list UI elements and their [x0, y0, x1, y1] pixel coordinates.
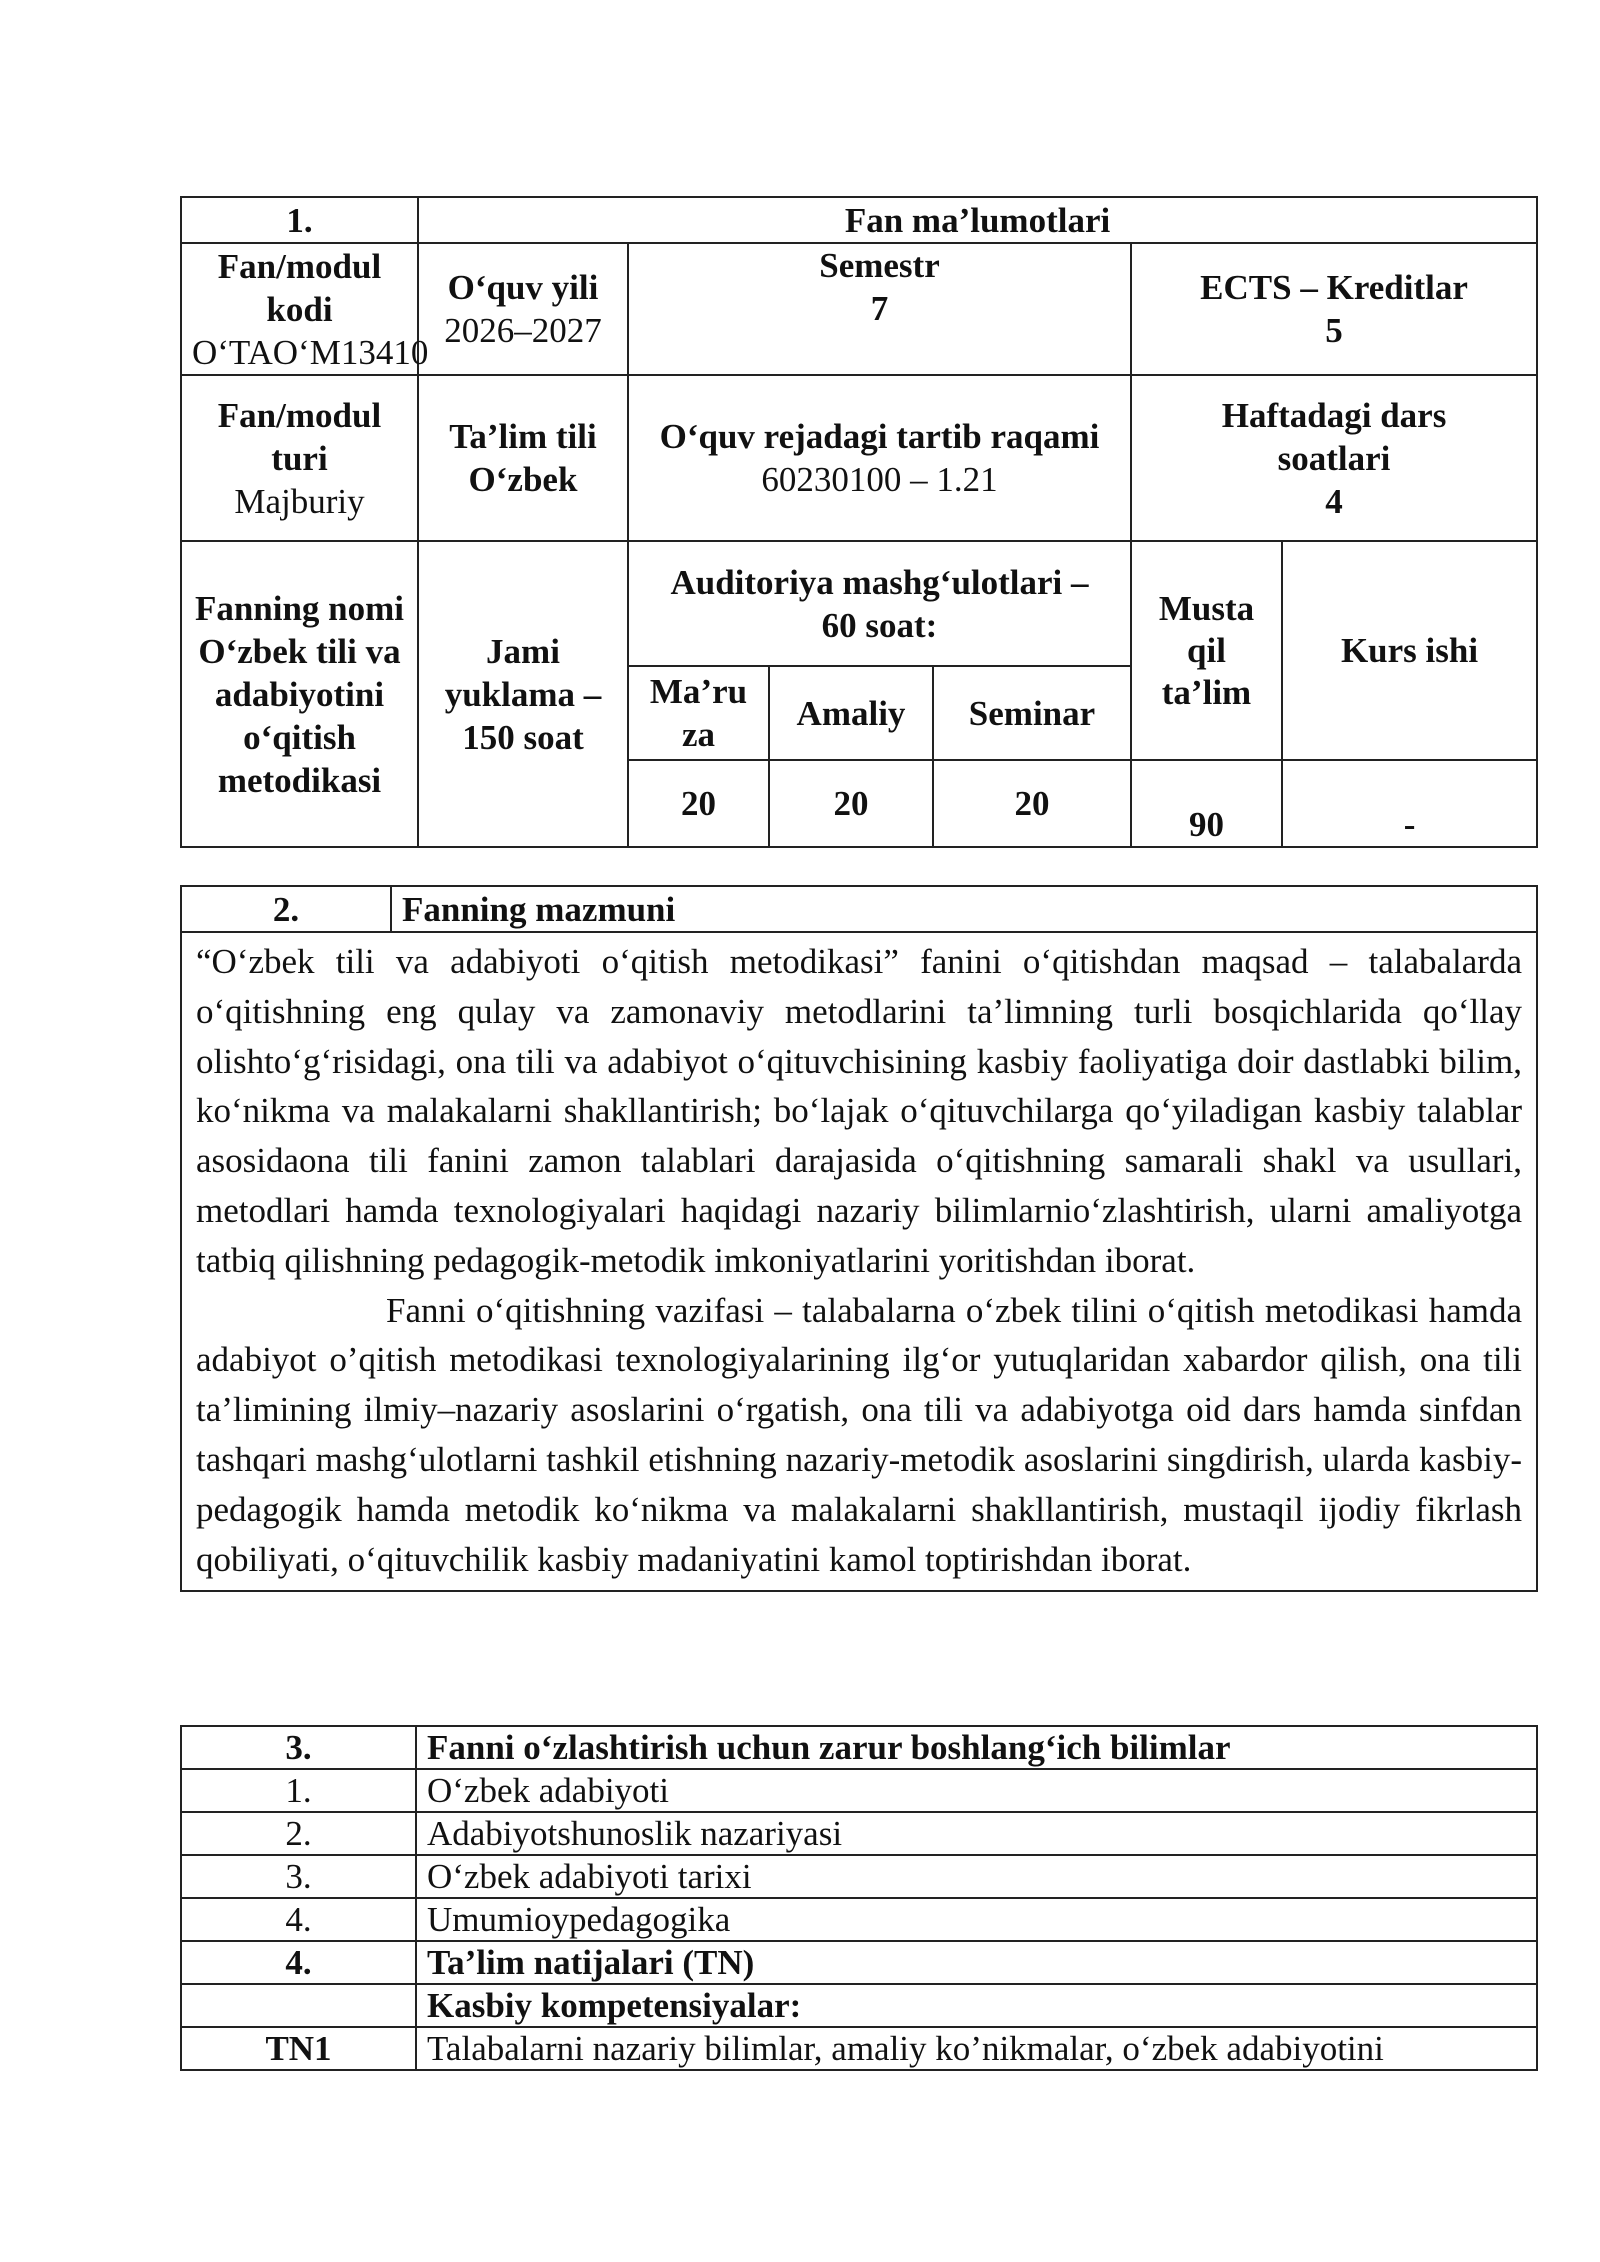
fanning-mazmuni-table	[180, 885, 1538, 1592]
table-row	[181, 1812, 1537, 1855]
empty-cell	[181, 1984, 416, 2027]
fan-kodi-cell: Fan/modul kodi O‘TAO‘M13410	[181, 243, 418, 375]
maruza-value: 20	[628, 760, 769, 847]
section4-title: Ta’lim natijalari (TN)	[416, 1941, 1537, 1984]
kurs-ishi-value: -	[1282, 760, 1537, 847]
maruza-header: Ma’ru za	[628, 666, 769, 760]
tn1-text: Talabalarni nazariy bilimlar, amaliy ko’nikmalar, o‘zbek adabiyotini	[416, 2027, 1537, 2070]
amaliy-value: 20	[769, 760, 933, 847]
table-row	[181, 1855, 1537, 1898]
table-row	[181, 1769, 1537, 1812]
auditoriya-cell: Auditoriya mashg‘ulotlari – 60 soat:	[628, 541, 1131, 666]
row-number: 3.	[181, 1855, 416, 1898]
semestr-cell: Semestr 7	[628, 243, 1131, 375]
content-paragraph-goal: “O‘zbek tili va adabiyoti o‘qitish metodikasi” fanini o‘qitishdan maqsad – talabalarda o‘qitishning eng qulay va zamonaviy metodlarini ta’limning turli bosqichlarida qo‘llay olishto‘g‘risidagi, ona tili va adabiyot o‘qituvchisining kasbiy faoliyatiga doir dastlabki bilim, ko‘nikma va malakalarni shakllantirish; bo‘lajak o‘qituvchilarga qo‘yiladigan kasbiy talablar asosidaona tili fanini zamon talablari darajasida o‘qitishning samarali shakl va usullari, metodlari hamda texnologiyalari haqidagi nazariy bilimlarnio‘zlashtirish, ularni amaliyotga tatbiq qilishning pedagogik-metodik imkoniyatlarini yoritishdan iborat.	[196, 942, 1522, 1280]
table-row	[181, 1898, 1537, 1941]
tartib-raqami-cell: O‘quv rejadagi tartib raqami 60230100 – 1.21	[628, 375, 1131, 541]
section1-title: Fan ma’lumotlari	[418, 197, 1537, 243]
haftadagi-soatlar-cell: Haftadagi dars soatlari 4	[1131, 375, 1537, 541]
boshlangich-bilimlar-table	[180, 1725, 1538, 2071]
ects-cell: ECTS – Kreditlar 5	[1131, 243, 1537, 375]
row-text: Umumioypedagogika	[416, 1898, 1537, 1941]
fanning-nomi-cell: Fanning nomi O‘zbek tili va adabiyotini o‘qitish metodikasi	[181, 541, 418, 847]
mustaqil-value: 90	[1131, 760, 1282, 847]
row-text: Adabiyotshunoslik nazariyasi	[416, 1812, 1537, 1855]
tn1-code: TN1	[181, 2027, 416, 2070]
section2-number: 2.	[181, 886, 391, 932]
section2-title: Fanning mazmuni	[391, 886, 1537, 932]
row-number: 1.	[181, 1769, 416, 1812]
oquv-yili-cell: O‘quv yili 2026–2027	[418, 243, 628, 375]
section4-number: 4.	[181, 1941, 416, 1984]
row-number: 2.	[181, 1812, 416, 1855]
fan-turi-cell: Fan/modul turi Majburiy	[181, 375, 418, 541]
seminar-value: 20	[933, 760, 1131, 847]
amaliy-header: Amaliy	[769, 666, 933, 760]
section3-number: 3.	[181, 1726, 416, 1769]
seminar-header: Seminar	[933, 666, 1131, 760]
section3-title: Fanni o‘zlashtirish uchun zarur boshlang‘ich bilimlar	[416, 1726, 1537, 1769]
section1-number: 1.	[181, 197, 418, 243]
row-text: O‘zbek adabiyoti	[416, 1769, 1537, 1812]
fan-malumotlari-table	[180, 196, 1538, 848]
section4-subtitle: Kasbiy kompetensiyalar:	[416, 1984, 1537, 2027]
kurs-ishi-cell: Kurs ishi	[1282, 541, 1537, 760]
row-text: O‘zbek adabiyoti tarixi	[416, 1855, 1537, 1898]
talim-tili-cell: Ta’lim tili O‘zbek	[418, 375, 628, 541]
row-number: 4.	[181, 1898, 416, 1941]
content-paragraph-tasks: Fanni o‘qitishning vazifasi – talabalarna o‘zbek tilini o‘qitish metodikasi hamda adabiyot o’qitish metodikasi texnologiyalarining ilg‘or yutuqlaridan xabardor qilish, ona tili ta’limining ilmiy–nazariy asoslarini o‘rgatish, ona tili va adabiyotga oid dars hamda sinfdan tashqari mashg‘ulotlarni tashkil etishning nazariy-metodik asoslarini singdirish, ularda kasbiy-pedagogik hamda metodik ko‘nikma va malakalarni shakllantirish, mustaqil ijodiy fikrlash qobiliyati, o‘qituvchilik kasbiy madaniyatini kamol toptirishdan iborat.	[196, 1290, 1522, 1579]
jami-yuklama-cell: Jami yuklama – 150 soat	[418, 541, 628, 847]
section2-content	[181, 932, 1537, 1591]
mustaqil-talim-cell: Musta qil ta’lim	[1131, 541, 1282, 760]
